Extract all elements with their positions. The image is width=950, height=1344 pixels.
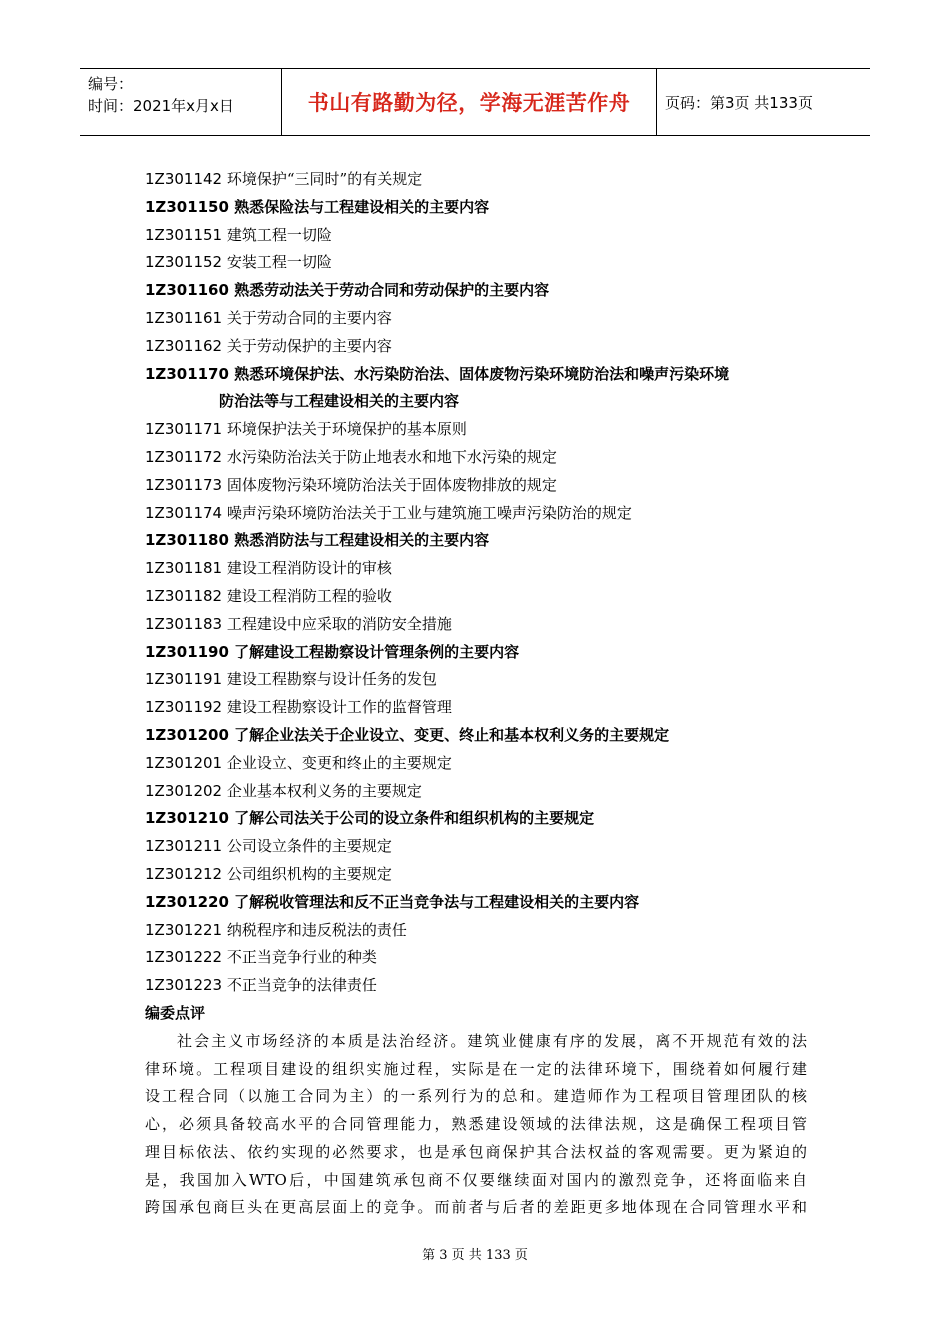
- item-text: 熟悉劳动法关于劳动合同和劳动保护的主要内容: [234, 281, 550, 300]
- item-code: 1Z301222: [145, 948, 223, 967]
- list-item: [145, 416, 815, 444]
- list-item: [145, 611, 815, 639]
- item-text: 熟悉保险法与工程建设相关的主要内容: [234, 197, 490, 216]
- item-code: 1Z301200: [145, 725, 229, 744]
- header-page-info: 页码：第3页 共133页: [665, 93, 813, 112]
- item-text: 噪声污染环境防治法关于工业与建筑施工噪声污染防治的规定: [226, 503, 632, 522]
- item-text: 建设工程勘察与设计任务的发包: [226, 670, 437, 689]
- number-label: 编号：: [88, 75, 134, 93]
- item-code: 1Z301212: [145, 864, 223, 883]
- section-heading: [145, 361, 815, 389]
- item-code: 1Z301223: [145, 976, 223, 995]
- paragraph-line: 理目标依法、依约实现的必然要求，也是承包商保护其合法权益的客观需要。更为紧迫的: [145, 1142, 807, 1161]
- item-text: 关于劳动保护的主要内容: [226, 336, 392, 355]
- paragraph-line: 设工程合同（以施工合同为主）的一系列行为的总和。建造师作为工程项目管理团队的核: [145, 1087, 807, 1106]
- paragraph-line: 律环境。工程项目建设的组织实施过程，实际是在一定的法律环境下，围绕着如何履行建: [145, 1059, 807, 1078]
- item-code: 1Z301171: [145, 420, 223, 439]
- item-code: 1Z301172: [145, 447, 223, 466]
- item-code: 1Z301180: [145, 531, 229, 550]
- item-text: 水污染防治法关于防止地表水和地下水污染的规定: [226, 447, 557, 466]
- item-text: 不正当竞争的法律责任: [226, 976, 377, 995]
- item-code: 1Z301221: [145, 920, 223, 939]
- toc-list: [145, 166, 815, 1000]
- item-text: 了解公司法关于公司的设立条件和组织机构的主要规定: [234, 809, 595, 828]
- paragraph-line: 跨国承包商巨头在更高层面上的竞争。而前者与后者的差距更多地体现在合同管理水平和: [145, 1198, 807, 1217]
- item-text: 企业基本权利义务的主要规定: [226, 781, 422, 800]
- item-text: 了解企业法关于企业设立、变更、终止和基本权利义务的主要规定: [234, 725, 670, 744]
- item-code: 1Z301191: [145, 670, 223, 689]
- item-text: 固体废物污染环境防治法关于固体废物排放的规定: [226, 475, 557, 494]
- item-code: 1Z301174: [145, 503, 223, 522]
- paragraph-line: 心，必须具备较高水平的合同管理能力，熟悉建设领域的法律法规，这是确保工程项目管: [145, 1115, 807, 1134]
- list-item: [145, 861, 815, 889]
- item-text: 企业设立、变更和终止的主要规定: [226, 753, 452, 772]
- item-text: 建设工程消防设计的审核: [226, 559, 392, 578]
- item-text: 安装工程一切险: [226, 253, 332, 272]
- item-text: 了解建设工程勘察设计管理条例的主要内容: [234, 642, 520, 661]
- list-item: [145, 305, 815, 333]
- item-text: 建设工程消防工程的验收: [226, 586, 392, 605]
- item-text: 建设工程勘察设计工作的监督管理: [226, 698, 452, 717]
- item-code: 1Z301183: [145, 614, 223, 633]
- item-code: 1Z301142: [145, 170, 223, 188]
- item-text: 关于劳动合同的主要内容: [226, 308, 392, 327]
- list-item: [145, 444, 815, 472]
- editor-commentary: [145, 1028, 807, 1223]
- list-item: [145, 333, 815, 361]
- item-code: 1Z301210: [145, 809, 229, 828]
- item-text: 环境保护“三同时”的有关规定: [226, 170, 423, 188]
- item-code: 1Z301201: [145, 753, 223, 772]
- list-item: [145, 778, 815, 806]
- page-footer: 第 3 页 共 133 页: [422, 1248, 528, 1263]
- page-header: [80, 68, 870, 136]
- list-item: [145, 166, 815, 194]
- item-code: 1Z301190: [145, 642, 229, 661]
- list-item: [145, 222, 815, 250]
- item-code: 1Z301160: [145, 281, 229, 300]
- item-text: 环境保护法关于环境保护的基本原则: [226, 420, 467, 439]
- time-label: 时间：2021年x月x日: [88, 97, 234, 115]
- list-item: [145, 750, 815, 778]
- item-text: 公司设立条件的主要规定: [226, 837, 392, 856]
- section-heading: [145, 805, 815, 833]
- list-item: [145, 944, 815, 972]
- item-code: 1Z301151: [145, 225, 223, 244]
- section-heading: [145, 194, 815, 222]
- item-text: 建筑工程一切险: [226, 225, 332, 244]
- section-heading: [145, 889, 815, 917]
- item-text: 工程建设中应采取的消防安全措施: [226, 614, 452, 633]
- header-motto: 书山有路勤为径，学海无涯苦作舟: [282, 69, 657, 135]
- list-item: [145, 500, 815, 528]
- list-item: [145, 694, 815, 722]
- item-code: 1Z301162: [145, 336, 223, 355]
- item-text: 纳税程序和违反税法的责任: [226, 920, 407, 939]
- item-code: 1Z301173: [145, 475, 223, 494]
- item-code: 1Z301182: [145, 586, 223, 605]
- list-item: [145, 472, 815, 500]
- editor-heading: 编委点评: [145, 1003, 206, 1022]
- list-item: [145, 583, 815, 611]
- list-item: [145, 249, 815, 277]
- list-item: [145, 972, 815, 1000]
- item-code: 1Z301220: [145, 892, 229, 911]
- section-heading: [145, 277, 815, 305]
- item-text: 熟悉环境保护法、水污染防治法、固体废物污染环境防治法和噪声污染环境: [234, 364, 730, 383]
- item-text: 公司组织机构的主要规定: [226, 864, 392, 883]
- item-code: 1Z301150: [145, 197, 229, 216]
- item-text: 熟悉消防法与工程建设相关的主要内容: [234, 531, 490, 550]
- item-code: 1Z301170: [145, 364, 229, 383]
- list-item: [145, 666, 815, 694]
- section-heading: [145, 639, 815, 667]
- item-code: 1Z301181: [145, 559, 223, 578]
- item-code: 1Z301211: [145, 837, 223, 856]
- item-text: 不正当竞争行业的种类: [226, 948, 377, 967]
- item-code: 1Z301161: [145, 308, 223, 327]
- paragraph-line: 社会主义市场经济的本质是法治经济。建筑业健康有序的发展，离不开规范有效的法: [177, 1031, 807, 1050]
- item-text: 了解税收管理法和反不正当竞争法与工程建设相关的主要内容: [234, 892, 640, 911]
- section-heading: [145, 388, 815, 416]
- section-heading: [145, 527, 815, 555]
- list-item: [145, 555, 815, 583]
- item-code: 1Z301192: [145, 698, 223, 717]
- paragraph-line: 是，我国加入WTO后，中国建筑承包商不仅要继续面对国内的激烈竞争，还将面临来自: [145, 1170, 807, 1189]
- toc-content: [145, 166, 815, 1222]
- item-code: 1Z301152: [145, 253, 223, 272]
- list-item: [145, 833, 815, 861]
- header-meta: [80, 69, 282, 135]
- section-heading: [145, 722, 815, 750]
- item-code: 1Z301202: [145, 781, 223, 800]
- list-item: [145, 917, 815, 945]
- item-text: 防治法等与工程建设相关的主要内容: [219, 392, 460, 411]
